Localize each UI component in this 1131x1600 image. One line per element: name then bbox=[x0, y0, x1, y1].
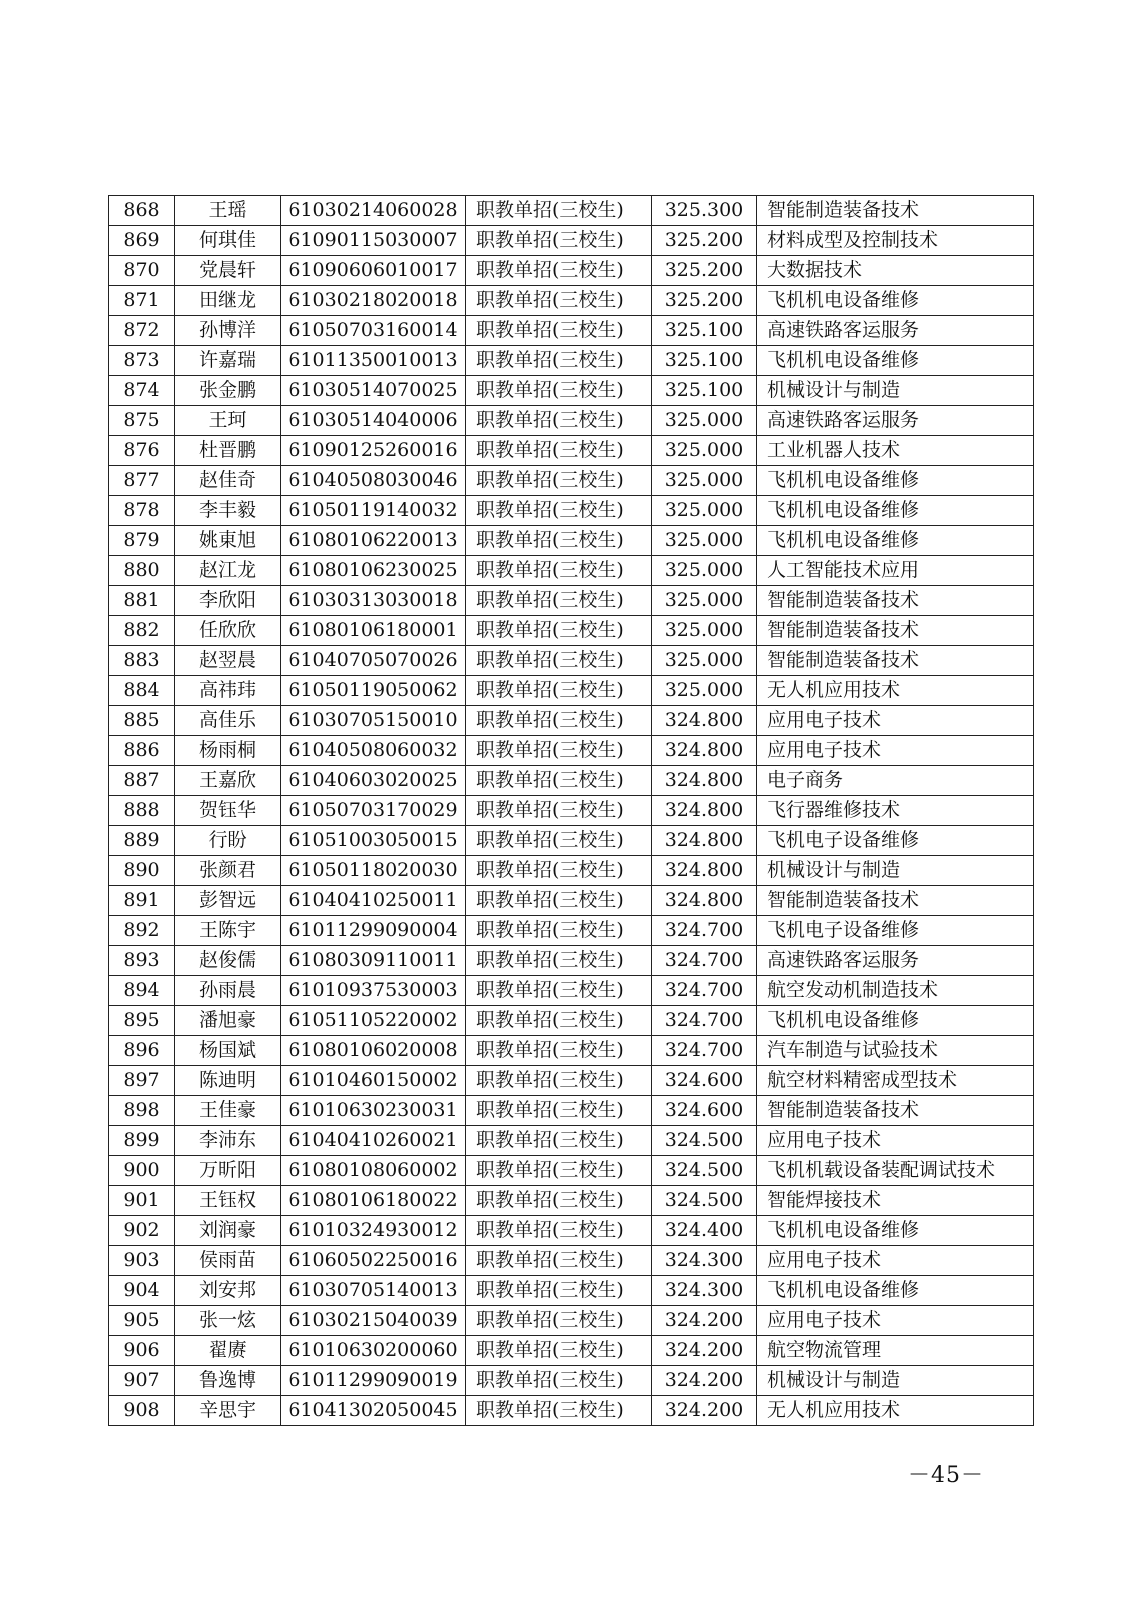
student-name-cell: 赵江龙 bbox=[175, 556, 281, 586]
exam-id-cell: 61080309110011 bbox=[281, 946, 466, 976]
table-row bbox=[109, 826, 1034, 856]
student-name-cell: 行盼 bbox=[175, 826, 281, 856]
table-row bbox=[109, 736, 1034, 766]
score-cell: 324.800 bbox=[652, 886, 757, 916]
exam-id-cell: 61011299090004 bbox=[281, 916, 466, 946]
table-row bbox=[109, 1156, 1034, 1186]
major-cell: 飞机机电设备维修 bbox=[757, 286, 1034, 316]
score-cell: 325.200 bbox=[652, 226, 757, 256]
score-cell: 325.100 bbox=[652, 346, 757, 376]
row-number-cell: 902 bbox=[109, 1216, 175, 1246]
exam-id-cell: 61080106230025 bbox=[281, 556, 466, 586]
admission-type-cell: 职教单招(三校生) bbox=[466, 346, 652, 376]
table-row bbox=[109, 346, 1034, 376]
major-cell: 机械设计与制造 bbox=[757, 856, 1034, 886]
row-number-cell: 904 bbox=[109, 1276, 175, 1306]
score-cell: 324.700 bbox=[652, 946, 757, 976]
row-number-cell: 901 bbox=[109, 1186, 175, 1216]
exam-id-cell: 61051105220002 bbox=[281, 1006, 466, 1036]
row-number-cell: 878 bbox=[109, 496, 175, 526]
score-cell: 325.000 bbox=[652, 586, 757, 616]
major-cell: 应用电子技术 bbox=[757, 1306, 1034, 1336]
admission-type-cell: 职教单招(三校生) bbox=[466, 466, 652, 496]
major-cell: 飞机电子设备维修 bbox=[757, 826, 1034, 856]
table-row bbox=[109, 496, 1034, 526]
exam-id-cell: 61010460150002 bbox=[281, 1066, 466, 1096]
score-cell: 324.700 bbox=[652, 916, 757, 946]
row-number-cell: 897 bbox=[109, 1066, 175, 1096]
table-row bbox=[109, 646, 1034, 676]
admission-type-cell: 职教单招(三校生) bbox=[466, 796, 652, 826]
score-cell: 324.200 bbox=[652, 1306, 757, 1336]
score-cell: 324.200 bbox=[652, 1336, 757, 1366]
student-name-cell: 任欣欣 bbox=[175, 616, 281, 646]
row-number-cell: 889 bbox=[109, 826, 175, 856]
score-cell: 324.600 bbox=[652, 1066, 757, 1096]
admission-type-cell: 职教单招(三校生) bbox=[466, 1036, 652, 1066]
student-name-cell: 高佳乐 bbox=[175, 706, 281, 736]
exam-id-cell: 61080106220013 bbox=[281, 526, 466, 556]
row-number-cell: 873 bbox=[109, 346, 175, 376]
admission-type-cell: 职教单招(三校生) bbox=[466, 1066, 652, 1096]
major-cell: 飞机机电设备维修 bbox=[757, 346, 1034, 376]
row-number-cell: 907 bbox=[109, 1366, 175, 1396]
student-name-cell: 王陈宇 bbox=[175, 916, 281, 946]
student-name-cell: 党晨轩 bbox=[175, 256, 281, 286]
score-cell: 325.300 bbox=[652, 196, 757, 226]
score-cell: 325.000 bbox=[652, 646, 757, 676]
row-number-cell: 892 bbox=[109, 916, 175, 946]
major-cell: 智能制造装备技术 bbox=[757, 586, 1034, 616]
major-cell: 飞机机电设备维修 bbox=[757, 1276, 1034, 1306]
score-cell: 324.800 bbox=[652, 856, 757, 886]
major-cell: 飞行器维修技术 bbox=[757, 796, 1034, 826]
student-name-cell: 万昕阳 bbox=[175, 1156, 281, 1186]
row-number-cell: 877 bbox=[109, 466, 175, 496]
row-number-cell: 868 bbox=[109, 196, 175, 226]
admission-type-cell: 职教单招(三校生) bbox=[466, 856, 652, 886]
row-number-cell: 895 bbox=[109, 1006, 175, 1036]
student-name-cell: 赵佳奇 bbox=[175, 466, 281, 496]
student-name-cell: 赵翌晨 bbox=[175, 646, 281, 676]
admission-type-cell: 职教单招(三校生) bbox=[466, 1096, 652, 1126]
student-name-cell: 陈迪明 bbox=[175, 1066, 281, 1096]
page-number: －45－ bbox=[908, 1463, 984, 1488]
exam-id-cell: 61030514070025 bbox=[281, 376, 466, 406]
admission-type-cell: 职教单招(三校生) bbox=[466, 886, 652, 916]
student-name-cell: 王瑶 bbox=[175, 196, 281, 226]
exam-id-cell: 61090606010017 bbox=[281, 256, 466, 286]
admission-type-cell: 职教单招(三校生) bbox=[466, 916, 652, 946]
major-cell: 智能制造装备技术 bbox=[757, 646, 1034, 676]
exam-id-cell: 61030215040039 bbox=[281, 1306, 466, 1336]
exam-id-cell: 61030313030018 bbox=[281, 586, 466, 616]
score-cell: 325.100 bbox=[652, 316, 757, 346]
exam-id-cell: 61080106180001 bbox=[281, 616, 466, 646]
table-row bbox=[109, 1396, 1034, 1426]
table-row bbox=[109, 1006, 1034, 1036]
admission-type-cell: 职教单招(三校生) bbox=[466, 766, 652, 796]
admission-type-cell: 职教单招(三校生) bbox=[466, 406, 652, 436]
exam-id-cell: 61090125260016 bbox=[281, 436, 466, 466]
major-cell: 智能制造装备技术 bbox=[757, 616, 1034, 646]
major-cell: 机械设计与制造 bbox=[757, 1366, 1034, 1396]
major-cell: 智能制造装备技术 bbox=[757, 1096, 1034, 1126]
table-row bbox=[109, 1306, 1034, 1336]
row-number-cell: 886 bbox=[109, 736, 175, 766]
admission-type-cell: 职教单招(三校生) bbox=[466, 256, 652, 286]
student-name-cell: 李欣阳 bbox=[175, 586, 281, 616]
student-name-cell: 高祎玮 bbox=[175, 676, 281, 706]
score-cell: 325.200 bbox=[652, 256, 757, 286]
admission-type-cell: 职教单招(三校生) bbox=[466, 436, 652, 466]
table-row bbox=[109, 1066, 1034, 1096]
exam-id-cell: 61050118020030 bbox=[281, 856, 466, 886]
table-row bbox=[109, 1366, 1034, 1396]
major-cell: 材料成型及控制技术 bbox=[757, 226, 1034, 256]
score-cell: 324.700 bbox=[652, 1006, 757, 1036]
row-number-cell: 900 bbox=[109, 1156, 175, 1186]
major-cell: 工业机器人技术 bbox=[757, 436, 1034, 466]
exam-id-cell: 61040705070026 bbox=[281, 646, 466, 676]
exam-id-cell: 61050703160014 bbox=[281, 316, 466, 346]
major-cell: 应用电子技术 bbox=[757, 1126, 1034, 1156]
major-cell: 航空物流管理 bbox=[757, 1336, 1034, 1366]
table-row bbox=[109, 1096, 1034, 1126]
admission-type-cell: 职教单招(三校生) bbox=[466, 976, 652, 1006]
score-cell: 324.800 bbox=[652, 706, 757, 736]
exam-id-cell: 61080106180022 bbox=[281, 1186, 466, 1216]
score-cell: 324.200 bbox=[652, 1366, 757, 1396]
score-cell: 325.000 bbox=[652, 496, 757, 526]
table-row bbox=[109, 406, 1034, 436]
score-cell: 324.600 bbox=[652, 1096, 757, 1126]
admission-list-sheet bbox=[108, 195, 1033, 1426]
admission-type-cell: 职教单招(三校生) bbox=[466, 946, 652, 976]
row-number-cell: 896 bbox=[109, 1036, 175, 1066]
score-cell: 324.800 bbox=[652, 736, 757, 766]
exam-id-cell: 61080108060002 bbox=[281, 1156, 466, 1186]
exam-id-cell: 61010630230031 bbox=[281, 1096, 466, 1126]
admission-type-cell: 职教单招(三校生) bbox=[466, 1276, 652, 1306]
exam-id-cell: 61010937530003 bbox=[281, 976, 466, 1006]
score-cell: 325.000 bbox=[652, 466, 757, 496]
exam-id-cell: 61010630200060 bbox=[281, 1336, 466, 1366]
row-number-cell: 879 bbox=[109, 526, 175, 556]
admission-type-cell: 职教单招(三校生) bbox=[466, 1126, 652, 1156]
exam-id-cell: 61040508030046 bbox=[281, 466, 466, 496]
table-row bbox=[109, 1276, 1034, 1306]
table-row bbox=[109, 196, 1034, 226]
student-name-cell: 赵俊儒 bbox=[175, 946, 281, 976]
score-cell: 325.000 bbox=[652, 436, 757, 466]
row-number-cell: 888 bbox=[109, 796, 175, 826]
admission-type-cell: 职教单招(三校生) bbox=[466, 286, 652, 316]
admission-type-cell: 职教单招(三校生) bbox=[466, 496, 652, 526]
table-row bbox=[109, 676, 1034, 706]
row-number-cell: 881 bbox=[109, 586, 175, 616]
row-number-cell: 875 bbox=[109, 406, 175, 436]
admission-type-cell: 职教单招(三校生) bbox=[466, 1186, 652, 1216]
row-number-cell: 872 bbox=[109, 316, 175, 346]
row-number-cell: 894 bbox=[109, 976, 175, 1006]
exam-id-cell: 61011350010013 bbox=[281, 346, 466, 376]
major-cell: 高速铁路客运服务 bbox=[757, 406, 1034, 436]
major-cell: 大数据技术 bbox=[757, 256, 1034, 286]
row-number-cell: 893 bbox=[109, 946, 175, 976]
table-row bbox=[109, 286, 1034, 316]
row-number-cell: 899 bbox=[109, 1126, 175, 1156]
major-cell: 智能制造装备技术 bbox=[757, 886, 1034, 916]
admission-type-cell: 职教单招(三校生) bbox=[466, 1306, 652, 1336]
score-cell: 324.800 bbox=[652, 766, 757, 796]
table-row bbox=[109, 916, 1034, 946]
major-cell: 飞机机电设备维修 bbox=[757, 1216, 1034, 1246]
student-name-cell: 鲁逸博 bbox=[175, 1366, 281, 1396]
student-name-cell: 田继龙 bbox=[175, 286, 281, 316]
major-cell: 飞机机载设备装配调试技术 bbox=[757, 1156, 1034, 1186]
admission-type-cell: 职教单招(三校生) bbox=[466, 676, 652, 706]
admission-type-cell: 职教单招(三校生) bbox=[466, 1366, 652, 1396]
major-cell: 智能焊接技术 bbox=[757, 1186, 1034, 1216]
admission-type-cell: 职教单招(三校生) bbox=[466, 586, 652, 616]
major-cell: 应用电子技术 bbox=[757, 736, 1034, 766]
score-cell: 324.500 bbox=[652, 1156, 757, 1186]
admission-type-cell: 职教单招(三校生) bbox=[466, 826, 652, 856]
exam-id-cell: 61050703170029 bbox=[281, 796, 466, 826]
score-cell: 324.400 bbox=[652, 1216, 757, 1246]
admission-type-cell: 职教单招(三校生) bbox=[466, 526, 652, 556]
student-name-cell: 姚東旭 bbox=[175, 526, 281, 556]
exam-id-cell: 61030218020018 bbox=[281, 286, 466, 316]
score-cell: 325.000 bbox=[652, 556, 757, 586]
table-row bbox=[109, 1036, 1034, 1066]
row-number-cell: 870 bbox=[109, 256, 175, 286]
student-name-cell: 李沛东 bbox=[175, 1126, 281, 1156]
exam-id-cell: 61050119140032 bbox=[281, 496, 466, 526]
table-row bbox=[109, 256, 1034, 286]
row-number-cell: 908 bbox=[109, 1396, 175, 1426]
student-name-cell: 何琪佳 bbox=[175, 226, 281, 256]
exam-id-cell: 61041302050045 bbox=[281, 1396, 466, 1426]
student-name-cell: 翟赓 bbox=[175, 1336, 281, 1366]
major-cell: 飞机机电设备维修 bbox=[757, 526, 1034, 556]
score-cell: 324.200 bbox=[652, 1396, 757, 1426]
student-name-cell: 王佳豪 bbox=[175, 1096, 281, 1126]
student-name-cell: 潘旭豪 bbox=[175, 1006, 281, 1036]
admission-type-cell: 职教单招(三校生) bbox=[466, 1216, 652, 1246]
admission-table-body bbox=[109, 196, 1034, 1426]
row-number-cell: 890 bbox=[109, 856, 175, 886]
student-name-cell: 王珂 bbox=[175, 406, 281, 436]
score-cell: 324.500 bbox=[652, 1126, 757, 1156]
major-cell: 航空材料精密成型技术 bbox=[757, 1066, 1034, 1096]
exam-id-cell: 61040508060032 bbox=[281, 736, 466, 766]
student-name-cell: 孙雨晨 bbox=[175, 976, 281, 1006]
row-number-cell: 906 bbox=[109, 1336, 175, 1366]
admission-type-cell: 职教单招(三校生) bbox=[466, 556, 652, 586]
row-number-cell: 891 bbox=[109, 886, 175, 916]
table-row bbox=[109, 976, 1034, 1006]
table-row bbox=[109, 436, 1034, 466]
student-name-cell: 张金鹏 bbox=[175, 376, 281, 406]
major-cell: 飞机电子设备维修 bbox=[757, 916, 1034, 946]
major-cell: 汽车制造与试验技术 bbox=[757, 1036, 1034, 1066]
exam-id-cell: 61011299090019 bbox=[281, 1366, 466, 1396]
admission-type-cell: 职教单招(三校生) bbox=[466, 196, 652, 226]
student-name-cell: 辛思宇 bbox=[175, 1396, 281, 1426]
row-number-cell: 898 bbox=[109, 1096, 175, 1126]
major-cell: 无人机应用技术 bbox=[757, 676, 1034, 706]
student-name-cell: 刘安邦 bbox=[175, 1276, 281, 1306]
student-name-cell: 张颜君 bbox=[175, 856, 281, 886]
row-number-cell: 885 bbox=[109, 706, 175, 736]
row-number-cell: 882 bbox=[109, 616, 175, 646]
student-name-cell: 张一炫 bbox=[175, 1306, 281, 1336]
table-row bbox=[109, 766, 1034, 796]
major-cell: 航空发动机制造技术 bbox=[757, 976, 1034, 1006]
exam-id-cell: 61050119050062 bbox=[281, 676, 466, 706]
student-name-cell: 杨雨桐 bbox=[175, 736, 281, 766]
table-row bbox=[109, 586, 1034, 616]
major-cell: 应用电子技术 bbox=[757, 1246, 1034, 1276]
admission-type-cell: 职教单招(三校生) bbox=[466, 316, 652, 346]
exam-id-cell: 61040410260021 bbox=[281, 1126, 466, 1156]
admission-type-cell: 职教单招(三校生) bbox=[466, 1006, 652, 1036]
admission-type-cell: 职教单招(三校生) bbox=[466, 736, 652, 766]
score-cell: 324.500 bbox=[652, 1186, 757, 1216]
major-cell: 高速铁路客运服务 bbox=[757, 316, 1034, 346]
table-row bbox=[109, 556, 1034, 586]
table-row bbox=[109, 1126, 1034, 1156]
row-number-cell: 903 bbox=[109, 1246, 175, 1276]
admission-type-cell: 职教单招(三校生) bbox=[466, 376, 652, 406]
major-cell: 飞机机电设备维修 bbox=[757, 466, 1034, 496]
student-name-cell: 李丰毅 bbox=[175, 496, 281, 526]
table-row bbox=[109, 886, 1034, 916]
exam-id-cell: 61080106020008 bbox=[281, 1036, 466, 1066]
student-name-cell: 许嘉瑞 bbox=[175, 346, 281, 376]
row-number-cell: 876 bbox=[109, 436, 175, 466]
admission-type-cell: 职教单招(三校生) bbox=[466, 646, 652, 676]
major-cell: 飞机机电设备维修 bbox=[757, 1006, 1034, 1036]
score-cell: 325.200 bbox=[652, 286, 757, 316]
exam-id-cell: 61090115030007 bbox=[281, 226, 466, 256]
row-number-cell: 887 bbox=[109, 766, 175, 796]
table-row bbox=[109, 706, 1034, 736]
admission-table bbox=[108, 195, 1034, 1426]
table-row bbox=[109, 526, 1034, 556]
student-name-cell: 王嘉欣 bbox=[175, 766, 281, 796]
student-name-cell: 侯雨苗 bbox=[175, 1246, 281, 1276]
row-number-cell: 869 bbox=[109, 226, 175, 256]
exam-id-cell: 61010324930012 bbox=[281, 1216, 466, 1246]
exam-id-cell: 61060502250016 bbox=[281, 1246, 466, 1276]
exam-id-cell: 61040410250011 bbox=[281, 886, 466, 916]
table-row bbox=[109, 1336, 1034, 1366]
exam-id-cell: 61030705140013 bbox=[281, 1276, 466, 1306]
student-name-cell: 杨国斌 bbox=[175, 1036, 281, 1066]
major-cell: 电子商务 bbox=[757, 766, 1034, 796]
table-row bbox=[109, 796, 1034, 826]
table-row bbox=[109, 616, 1034, 646]
exam-id-cell: 61030514040006 bbox=[281, 406, 466, 436]
table-row bbox=[109, 226, 1034, 256]
score-cell: 325.000 bbox=[652, 676, 757, 706]
student-name-cell: 彭智远 bbox=[175, 886, 281, 916]
score-cell: 324.300 bbox=[652, 1246, 757, 1276]
row-number-cell: 880 bbox=[109, 556, 175, 586]
major-cell: 应用电子技术 bbox=[757, 706, 1034, 736]
admission-type-cell: 职教单招(三校生) bbox=[466, 706, 652, 736]
student-name-cell: 贺钰华 bbox=[175, 796, 281, 826]
score-cell: 325.000 bbox=[652, 406, 757, 436]
score-cell: 324.800 bbox=[652, 826, 757, 856]
table-row bbox=[109, 376, 1034, 406]
exam-id-cell: 61040603020025 bbox=[281, 766, 466, 796]
table-row bbox=[109, 946, 1034, 976]
score-cell: 324.700 bbox=[652, 1036, 757, 1066]
student-name-cell: 王钰权 bbox=[175, 1186, 281, 1216]
major-cell: 高速铁路客运服务 bbox=[757, 946, 1034, 976]
row-number-cell: 884 bbox=[109, 676, 175, 706]
exam-id-cell: 61051003050015 bbox=[281, 826, 466, 856]
exam-id-cell: 61030214060028 bbox=[281, 196, 466, 226]
table-row bbox=[109, 316, 1034, 346]
major-cell: 智能制造装备技术 bbox=[757, 196, 1034, 226]
exam-id-cell: 61030705150010 bbox=[281, 706, 466, 736]
admission-type-cell: 职教单招(三校生) bbox=[466, 1396, 652, 1426]
score-cell: 325.100 bbox=[652, 376, 757, 406]
admission-type-cell: 职教单招(三校生) bbox=[466, 1156, 652, 1186]
admission-type-cell: 职教单招(三校生) bbox=[466, 1246, 652, 1276]
table-row bbox=[109, 856, 1034, 886]
table-row bbox=[109, 1186, 1034, 1216]
score-cell: 324.800 bbox=[652, 796, 757, 826]
admission-type-cell: 职教单招(三校生) bbox=[466, 616, 652, 646]
score-cell: 324.700 bbox=[652, 976, 757, 1006]
student-name-cell: 孙博洋 bbox=[175, 316, 281, 346]
admission-type-cell: 职教单招(三校生) bbox=[466, 226, 652, 256]
score-cell: 325.000 bbox=[652, 616, 757, 646]
student-name-cell: 刘润豪 bbox=[175, 1216, 281, 1246]
row-number-cell: 905 bbox=[109, 1306, 175, 1336]
score-cell: 324.300 bbox=[652, 1276, 757, 1306]
table-row bbox=[109, 1216, 1034, 1246]
major-cell: 机械设计与制造 bbox=[757, 376, 1034, 406]
row-number-cell: 874 bbox=[109, 376, 175, 406]
row-number-cell: 871 bbox=[109, 286, 175, 316]
student-name-cell: 杜晋鹏 bbox=[175, 436, 281, 466]
score-cell: 325.000 bbox=[652, 526, 757, 556]
major-cell: 人工智能技术应用 bbox=[757, 556, 1034, 586]
major-cell: 飞机机电设备维修 bbox=[757, 496, 1034, 526]
row-number-cell: 883 bbox=[109, 646, 175, 676]
admission-type-cell: 职教单招(三校生) bbox=[466, 1336, 652, 1366]
table-row bbox=[109, 1246, 1034, 1276]
major-cell: 无人机应用技术 bbox=[757, 1396, 1034, 1426]
table-row bbox=[109, 466, 1034, 496]
